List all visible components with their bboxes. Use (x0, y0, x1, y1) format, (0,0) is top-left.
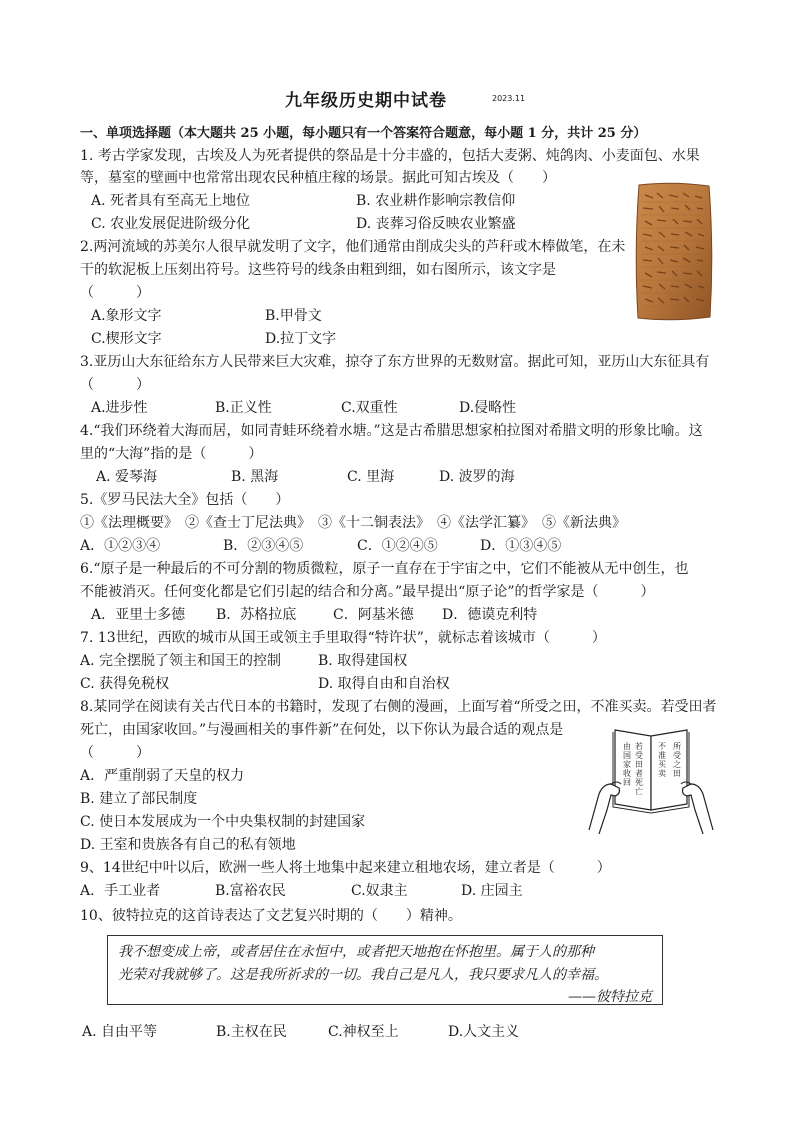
q2-stem-line3: （ ） (80, 285, 150, 301)
q2-option-b[interactable]: B.甲骨文 (265, 308, 322, 324)
q10-option-b[interactable]: B.主权在民 (216, 1024, 287, 1040)
q4-option-d[interactable]: D. 波罗的海 (439, 469, 515, 485)
q5-stem-line1: 5.《罗马民法大全》包括（ ） (80, 492, 290, 508)
q1-option-a[interactable]: A. 死者具有至高无上地位 (91, 193, 251, 209)
q8-option-d[interactable]: D. 王室和贵族各有自己的私有领地 (80, 837, 296, 853)
poem-quote-box (107, 935, 663, 1005)
q2-stem-line1: 2.两河流域的苏美尔人很早就发明了文字，他们通常由削成尖头的芦秆或木棒做笔，在未 (80, 239, 626, 255)
q7-option-d[interactable]: D. 取得自由和自治权 (318, 676, 450, 692)
q7-option-c[interactable]: C. 获得免税权 (80, 676, 170, 692)
page-title: 九年级历史期中试卷 (285, 91, 447, 111)
q6-option-b[interactable]: B．苏格拉底 (216, 607, 297, 623)
q6-option-d[interactable]: D．德谟克利特 (442, 607, 538, 623)
q4-option-a[interactable]: A. 爱琴海 (96, 469, 158, 485)
q1-option-c[interactable]: C. 农业发展促进阶级分化 (91, 216, 251, 232)
q2-option-d[interactable]: D.拉丁文字 (265, 331, 337, 347)
book-text-col1: 由国家收回 (623, 742, 631, 787)
q3-option-b[interactable]: B.正义性 (215, 400, 272, 416)
q6-option-a[interactable]: A．亚里士多德 (91, 607, 186, 623)
q5-option-b[interactable]: B．②③④⑤ (223, 538, 304, 554)
q6-stem-line2: 不能被消灭。任何变化都是它们引起的结合和分离。”最早提出“原子论”的哲学家是（ ） (80, 584, 655, 600)
q10-option-c[interactable]: C.神权至上 (328, 1024, 399, 1040)
q7-stem-line1: 7. 13世纪，西欧的城市从国王或领主手里取得“特许状”，就标志着该城市（ ） (80, 630, 606, 646)
poem-line2: 光荣对我就够了。这是我所祈求的一切。我自己是凡人，我只要求凡人的幸福。 (118, 967, 608, 983)
q5-option-a[interactable]: A．①②③④ (80, 538, 161, 554)
q3-stem-line2: （ ） (80, 377, 150, 393)
q8-option-c[interactable]: C. 使日本发展成为一个中央集权制的封建国家 (80, 814, 366, 830)
q3-option-a[interactable]: A.进步性 (91, 400, 148, 416)
q7-option-b[interactable]: B. 取得建国权 (318, 653, 408, 669)
section-heading: 一、单项选择题（本大题共 25 小题，每小题只有一个答案符合题意，每小题 1 分，共计 25 分） (80, 126, 647, 141)
q3-option-d[interactable]: D.侵略性 (459, 400, 517, 416)
book-text-col4: 所受之田 (673, 742, 681, 778)
q5-items: ①《法理概要》 ②《查士丁尼法典》 ③《十二铜表法》 ④《法学汇纂》 ⑤《新法典》 (80, 515, 626, 531)
q10-stem-line1: 10、彼特拉克的这首诗表达了文艺复兴时期的（ ）精神。 (80, 908, 462, 924)
q10-option-a[interactable]: A. 自由平等 (82, 1024, 158, 1040)
q8-option-a[interactable]: A．严重削弱了天皇的权力 (80, 768, 245, 784)
q4-stem-line2: 里的“大海”指的是（ ） (80, 446, 263, 462)
q6-option-c[interactable]: C．阿基米德 (333, 607, 414, 623)
q9-stem-line1: 9、14世纪中叶以后，欧洲一些人将土地集中起来建立租地农场，建立者是（ ） (80, 860, 611, 876)
exam-date: 2023.11 (492, 94, 526, 103)
poem-attribution: ——彼特拉克 (568, 989, 652, 1005)
q5-option-d[interactable]: D．①③④⑤ (480, 538, 562, 554)
q1-stem-line2: 等，墓室的壁画中也常常出现农民种植庄稼的场景。据此可知古埃及（ ） (80, 170, 556, 186)
q2-option-a[interactable]: A.象形文字 (91, 308, 162, 324)
q9-option-a[interactable]: A．手工业者 (80, 883, 161, 899)
q4-option-b[interactable]: B. 黑海 (231, 469, 279, 485)
book-text-col3: 不准买卖 (658, 742, 666, 778)
q8-option-b[interactable]: B. 建立了部民制度 (80, 791, 198, 807)
q8-stem-line1: 8.某同学在阅读有关古代日本的书籍时，发现了右侧的漫画，上面写着“所受之田，不准买卖。若受田者 (80, 699, 717, 715)
q9-option-b[interactable]: B.富裕农民 (215, 883, 286, 899)
q7-option-a[interactable]: A. 完全摆脱了领主和国王的控制 (80, 653, 282, 669)
q9-option-c[interactable]: C.奴隶主 (351, 883, 408, 899)
q10-option-d[interactable]: D.人文主义 (448, 1024, 520, 1040)
q1-option-d[interactable]: D. 丧葬习俗反映农业繁盛 (356, 216, 516, 232)
q1-option-b[interactable]: B. 农业耕作影响宗教信仰 (356, 193, 516, 209)
q2-option-c[interactable]: C.楔形文字 (91, 331, 162, 347)
q3-option-c[interactable]: C.双重性 (341, 400, 398, 416)
q8-stem-line3: （ ） (80, 745, 150, 761)
q9-option-d[interactable]: D. 庄园主 (461, 883, 523, 899)
q1-stem-line1: 1. 考古学家发现，古埃及人为死者提供的祭品是十分丰盛的，包括大麦粥、炖鸽肉、小麦面包、水果 (80, 148, 700, 164)
q4-stem-line1: 4.“我们环绕着大海而居，如同青蛙环绕着水塘。”这是古希腊思想家柏拉图对希腊文明的形象比喻。这 (80, 423, 703, 439)
book-text-col2: 若受田者死亡 (635, 742, 643, 796)
cuneiform-tablet-image (633, 181, 715, 322)
q2-stem-line2: 干的软泥板上压刻出符号。这些符号的线条由粗到细，如右图所示，该文字是 (80, 262, 556, 278)
q6-stem-line1: 6.“原子是一种最后的不可分割的物质微粒，原子一直存在于宇宙之中，它们不能被从无中创生，也 (80, 561, 689, 577)
q3-stem-line1: 3.亚历山大东征给东方人民带来巨大灾难，掠夺了东方世界的无数财富。据此可知，亚历山大东征具有 (80, 354, 710, 370)
q5-option-c[interactable]: C．①②④⑤ (357, 538, 438, 554)
q8-stem-line2: 死亡，由国家收回。”与漫画相关的事件新”在何处，以下你认为最合适的观点是 (80, 722, 564, 738)
q4-option-c[interactable]: C. 里海 (347, 469, 395, 485)
open-book-cartoon (585, 722, 717, 834)
poem-line1: 我不想变成上帝，或者居住在永恒中，或者把天地抱在怀抱里。属于人的那种 (118, 944, 594, 960)
